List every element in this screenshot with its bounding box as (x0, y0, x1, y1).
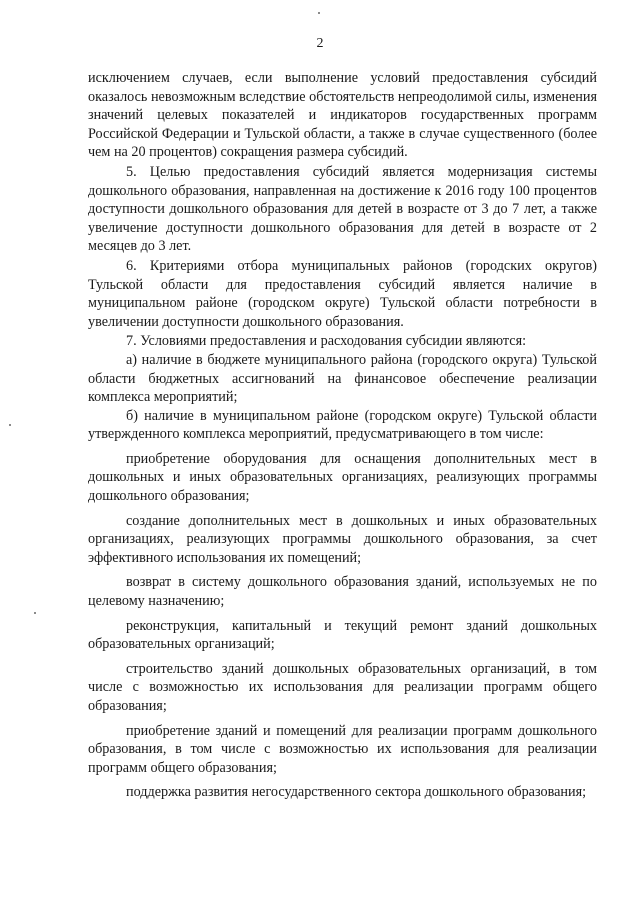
paragraph-continuation: исключением случаев, если выполнение условий предоставления субсидий оказалось невозможным вследствие обстоятельств непреодолимой силы, изменения значений целевых показателей и индикаторов государственных программ Российской Федерации и Тульской области, а также в случае существенного (более чем на 20 процентов) сокращения размера субсидий. (88, 70, 597, 161)
list-item-nonstate-support: поддержка развития негосударственного сектора дошкольного образования; (126, 784, 587, 801)
list-item-equipment: приобретение оборудования для оснащения дополнительных мест в дошкольных и иных образовательных организациях, реализующих программы дошкольного образования; (88, 450, 597, 505)
scan-speck (9, 424, 11, 426)
scan-speck (34, 612, 36, 614)
list-item-construction: строительство зданий дошкольных образовательных организаций, в том числе с возможностью их использования для реализации программ общего образования; (88, 660, 597, 714)
paragraph-item-7: 7. Условиями предоставления и расходования субсидии являются: (126, 333, 527, 350)
list-item-return-buildings: возврат в систему дошкольного образования зданий, используемых не по целевому назначению; (88, 574, 597, 610)
paragraph-subitem-b: б) наличие в муниципальном районе (городском округе) Тульской области утвержденного комплекса мероприятий, предусматривающего в том числе: (88, 407, 597, 443)
paragraph-item-6: 6. Критериями отбора муниципальных районов (городских округов) Тульской области для предоставления субсидий является наличие в муниципальном районе (городском округе) Тульской области потребности в увеличении доступности дошкольного образования. (88, 257, 597, 330)
scan-speck (318, 12, 320, 14)
page-number: 2 (316, 36, 324, 51)
paragraph-subitem-a: а) наличие в бюджете муниципального района (городского округа) Тульской области бюджетных ассигнований на финансовое обеспечение реализации комплекса мероприятий; (88, 351, 597, 406)
list-item-additional-places: создание дополнительных мест в дошкольных и иных образовательных организациях, реализующих программы дошкольного образования, за счет эффективного использования их помещений; (88, 512, 597, 566)
list-item-acquisition: приобретение зданий и помещений для реализации программ дошкольного образования, в том числе с возможностью их использования для реализации программ общего образования; (88, 722, 597, 776)
document-body (88, 69, 597, 802)
list-item-reconstruction: реконструкция, капитальный и текущий ремонт зданий дошкольных образовательных организаций; (88, 617, 597, 653)
paragraph-item-5: 5. Целью предоставления субсидий является модернизация системы дошкольного образования, направленная на достижение к 2016 году 100 процентов доступности дошкольного образования для детей в возрасте от 3 до 7 лет, а также увеличение доступности дошкольного образования для детей в возрасте от 2 месяцев до 3 лет. (88, 163, 597, 255)
